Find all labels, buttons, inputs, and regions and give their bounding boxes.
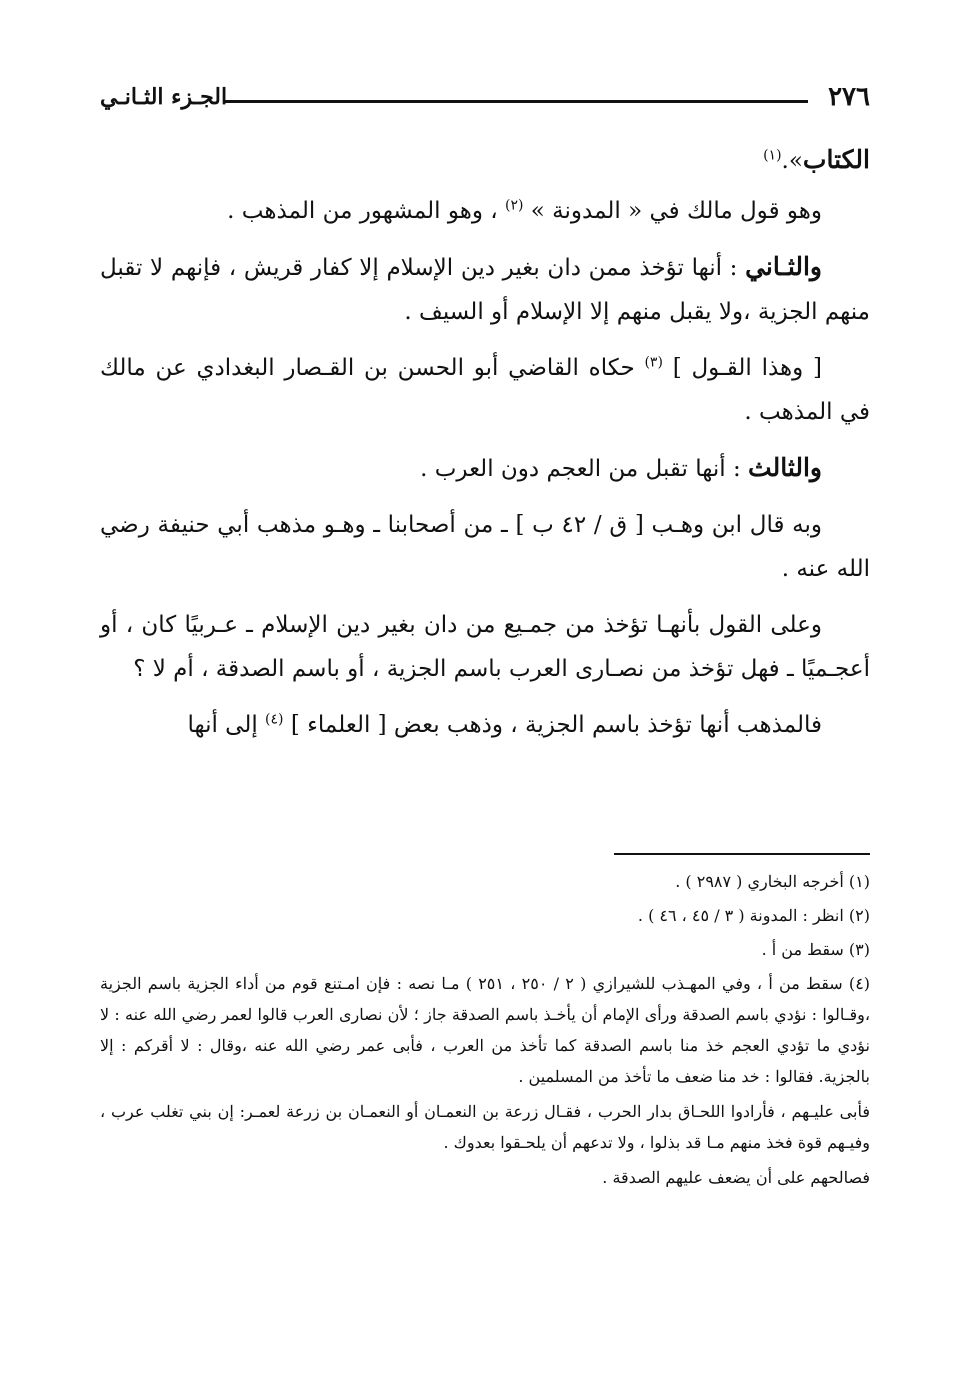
footnotes (100, 866, 870, 1193)
page-number: ٢٧٦ (828, 82, 870, 112)
header-rule (224, 100, 808, 103)
footnote-1: (١) أخرجه البخاري ( ٢٩٨٧ ) . (675, 872, 870, 891)
paragraph-8-text-b: إلى أنها (187, 712, 258, 738)
paragraph-5-lead: والثالث (748, 453, 822, 482)
paragraph-2-text-a: وهو قول مالك في « المدونة » (530, 198, 822, 224)
page-header (100, 82, 870, 122)
main-text (100, 138, 870, 759)
footnote-4-closing: فصالحهم على أن يضعف عليهم الصدقة . (602, 1168, 870, 1187)
paragraph-7 (100, 603, 870, 691)
footnote-2: (٢) انظر : المدونة ( ٣ / ٤٥ ، ٤٦ ) . (637, 906, 870, 925)
paragraph-8-text-a: فالمذهب أنها تؤخذ باسم الجزية ، وذهب بعض [ العلماء ] (290, 712, 822, 738)
footnote-ref-2: (٢) (505, 197, 524, 214)
paragraph-5-text: : أنها تقبل من العجم دون العرب . (420, 456, 741, 482)
paragraph-8 (100, 703, 870, 747)
paragraph-1-lead: الكتاب (802, 145, 870, 174)
paragraph-3-text: : أنها تؤخذ ممن دان بغير دين الإسلام إلا كفار قريش ، فإنهم لا تقبل منهم الجزية ،ولا يقبل منهم إلا الإسلام أو السيف . (100, 255, 870, 325)
paragraph-2-text-b: ، وهو المشهور من المذهب . (227, 198, 498, 224)
footnote-ref-1: (١) (763, 147, 782, 164)
paragraph-3-lead: والثـاني (745, 252, 822, 281)
paragraph-2 (100, 189, 870, 233)
footnote-4-continued: فأبى عليـهم ، فأرادوا اللحـاق بدار الحرب ، فقـال زرعة بن النعمـان أو النعمـان بن زرعة لعمـر: إن بني تغلب عرب ، وفيـهم قوة فخذ منهم مـا قد بذلوا ، ولا تدعهم أن يلحـقوا بعدوك . (100, 1102, 870, 1152)
footnote-ref-3: (٣) (644, 354, 663, 371)
paragraph-6 (100, 503, 870, 591)
paragraph-5 (100, 446, 870, 491)
paragraph-7-text: وعلى القول بأنهـا تؤخذ من جمـيع من دان بغير دين الإسلام ـ عـربيًا كان ، أو أعجـميًا ـ فهل تؤخذ من نصـارى العرب باسم الجزية ، أو باسم الصدقة ، أم لا ؟ (100, 612, 870, 682)
paragraph-4-text-b: حكاه القاضي أبو الحسن بن القـصار البغدادي عن مالك في المذهب . (100, 355, 870, 425)
footnote-3: (٣) سقط من أ . (761, 940, 870, 959)
paragraph-1-text: ». (781, 148, 803, 174)
footnote-ref-4: (٤) (265, 711, 284, 728)
footnote-4: (٤) سقط من أ ، وفي المهـذب للشيرازي ( ٢ / ٢٥٠ ، ٢٥١ ) مـا نصه : فإن امـتنع قوم من أداء الجزية باسم الجزية ،وقـالوا : نؤدي باسم الصدقة ورأى الإمام أن يأخـذ باسم الصدقة جاز ؛ لأن نصارى العرب قالوا لعمر رضي الله عنه : لا نؤدي ما تؤدي العجم خذ منا باسم الصدقة كما تأخذ من العرب ، فأبى عمر رضي الله عنه ،وقال : لا أقركم : إلا بالجزية. فقالوا : خد منا ضعف ما تأخذ من المسلمين . (100, 974, 871, 1086)
paragraph-4-text-a: [ وهذا القـول ] (672, 355, 823, 381)
footnote-separator (614, 853, 870, 855)
paragraph-1 (100, 138, 870, 183)
paragraph-4 (100, 346, 870, 434)
paragraph-6-text: وبه قال ابن وهـب [ ق / ٤٢ ب ] ـ من أصحابنا ـ وهـو مذهب أبي حنيفة رضي الله عنه . (100, 512, 870, 582)
running-head: الجـزء الثـانـي (100, 84, 228, 110)
paragraph-3 (100, 245, 870, 334)
